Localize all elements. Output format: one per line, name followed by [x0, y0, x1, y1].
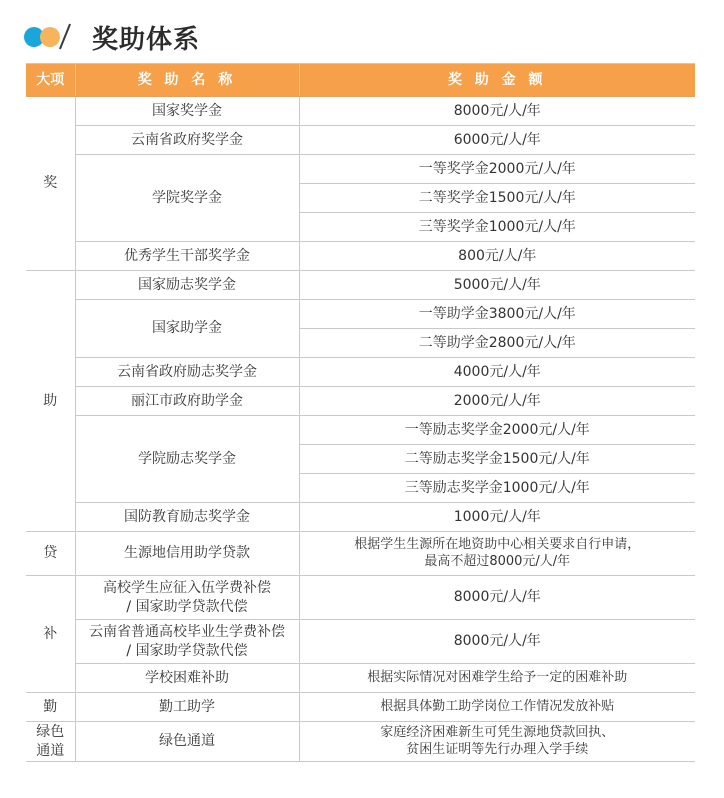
name-cell: 学院奖学金 [75, 155, 299, 242]
amount-cell: 800元/人/年 [299, 242, 695, 271]
amount-cell [299, 532, 695, 576]
name-cell: 云南省政府奖学金 [75, 126, 299, 155]
table-row [26, 358, 695, 387]
table-row [26, 155, 695, 184]
amount-line: 贫困生证明等先行办理入学手续 [406, 741, 589, 757]
table-row [26, 300, 695, 329]
name-cell: 丽江市政府助学金 [75, 387, 299, 416]
category-line: 绿色 [36, 724, 65, 741]
amount-cell: 1000元/人/年 [299, 503, 695, 532]
name-line: 云南省普通高校毕业生学费补偿 [89, 624, 285, 641]
amount-cell: 8000元/人/年 [299, 576, 695, 620]
table-row [26, 722, 695, 762]
table-row [26, 387, 695, 416]
name-cell: 生源地信用助学贷款 [75, 532, 299, 576]
name-cell: 国防教育励志奖学金 [75, 503, 299, 532]
amount-cell: 2000元/人/年 [299, 387, 695, 416]
header-category: 大项 [26, 64, 75, 97]
amount-cell: 5000元/人/年 [299, 271, 695, 300]
name-cell: 绿色通道 [75, 722, 299, 762]
orange-dot-icon [40, 27, 60, 47]
table-row [26, 664, 695, 693]
table-row [26, 416, 695, 445]
category-cell: 补 [26, 576, 75, 693]
name-line: / 国家助学贷款代偿 [126, 642, 248, 659]
amount-cell: 根据实际情况对困难学生给予一定的困难补助 [299, 664, 695, 693]
name-cell [75, 576, 299, 620]
amount-cell: 4000元/人/年 [299, 358, 695, 387]
table-row [26, 271, 695, 300]
category-cell: 贷 [26, 532, 75, 576]
table-row [26, 693, 695, 722]
header-amount: 奖 助 金 额 [299, 64, 695, 97]
section-header [24, 17, 704, 59]
table-row [26, 620, 695, 664]
amount-cell: 三等奖学金1000元/人/年 [299, 213, 695, 242]
amount-cell [299, 722, 695, 762]
amount-cell: 二等奖学金1500元/人/年 [299, 184, 695, 213]
aid-system-table [26, 63, 695, 762]
amount-line: 最高不超过8000元/人/年 [424, 553, 571, 569]
category-line: 通道 [36, 742, 65, 759]
name-cell: 勤工助学 [75, 693, 299, 722]
amount-cell: 一等奖学金2000元/人/年 [299, 155, 695, 184]
amount-cell: 二等励志奖学金1500元/人/年 [299, 445, 695, 474]
category-cell [26, 722, 75, 762]
category-cell: 助 [26, 271, 75, 532]
amount-cell: 三等励志奖学金1000元/人/年 [299, 474, 695, 503]
name-cell: 国家助学金 [75, 300, 299, 358]
table-row [26, 97, 695, 126]
slash-divider [59, 24, 71, 50]
table-row [26, 576, 695, 620]
name-cell: 学校困难补助 [75, 664, 299, 693]
name-cell: 云南省政府励志奖学金 [75, 358, 299, 387]
table-row [26, 532, 695, 576]
name-cell: 国家奖学金 [75, 97, 299, 126]
amount-line: 家庭经济困难新生可凭生源地贷款回执、 [380, 724, 615, 740]
header-name: 奖 助 名 称 [75, 64, 299, 97]
name-line: 高校学生应征入伍学费补偿 [103, 580, 271, 597]
amount-cell: 8000元/人/年 [299, 97, 695, 126]
amount-cell: 二等助学金2800元/人/年 [299, 329, 695, 358]
table-header-row [26, 64, 695, 97]
amount-cell: 一等助学金3800元/人/年 [299, 300, 695, 329]
table-row [26, 242, 695, 271]
amount-line: 根据学生生源所在地资助中心相关要求自行申请， [354, 536, 641, 552]
amount-cell: 8000元/人/年 [299, 620, 695, 664]
category-cell: 奖 [26, 97, 75, 271]
category-cell: 勤 [26, 693, 75, 722]
name-cell: 优秀学生干部奖学金 [75, 242, 299, 271]
name-cell: 学院励志奖学金 [75, 416, 299, 503]
name-cell [75, 620, 299, 664]
amount-cell: 根据具体勤工助学岗位工作情况发放补贴 [299, 693, 695, 722]
name-line: / 国家助学贷款代偿 [126, 598, 248, 615]
amount-cell: 6000元/人/年 [299, 126, 695, 155]
name-cell: 国家励志奖学金 [75, 271, 299, 300]
amount-cell: 一等励志奖学金2000元/人/年 [299, 416, 695, 445]
table-row [26, 126, 695, 155]
page-title: 奖助体系 [92, 25, 201, 55]
table-row [26, 503, 695, 532]
